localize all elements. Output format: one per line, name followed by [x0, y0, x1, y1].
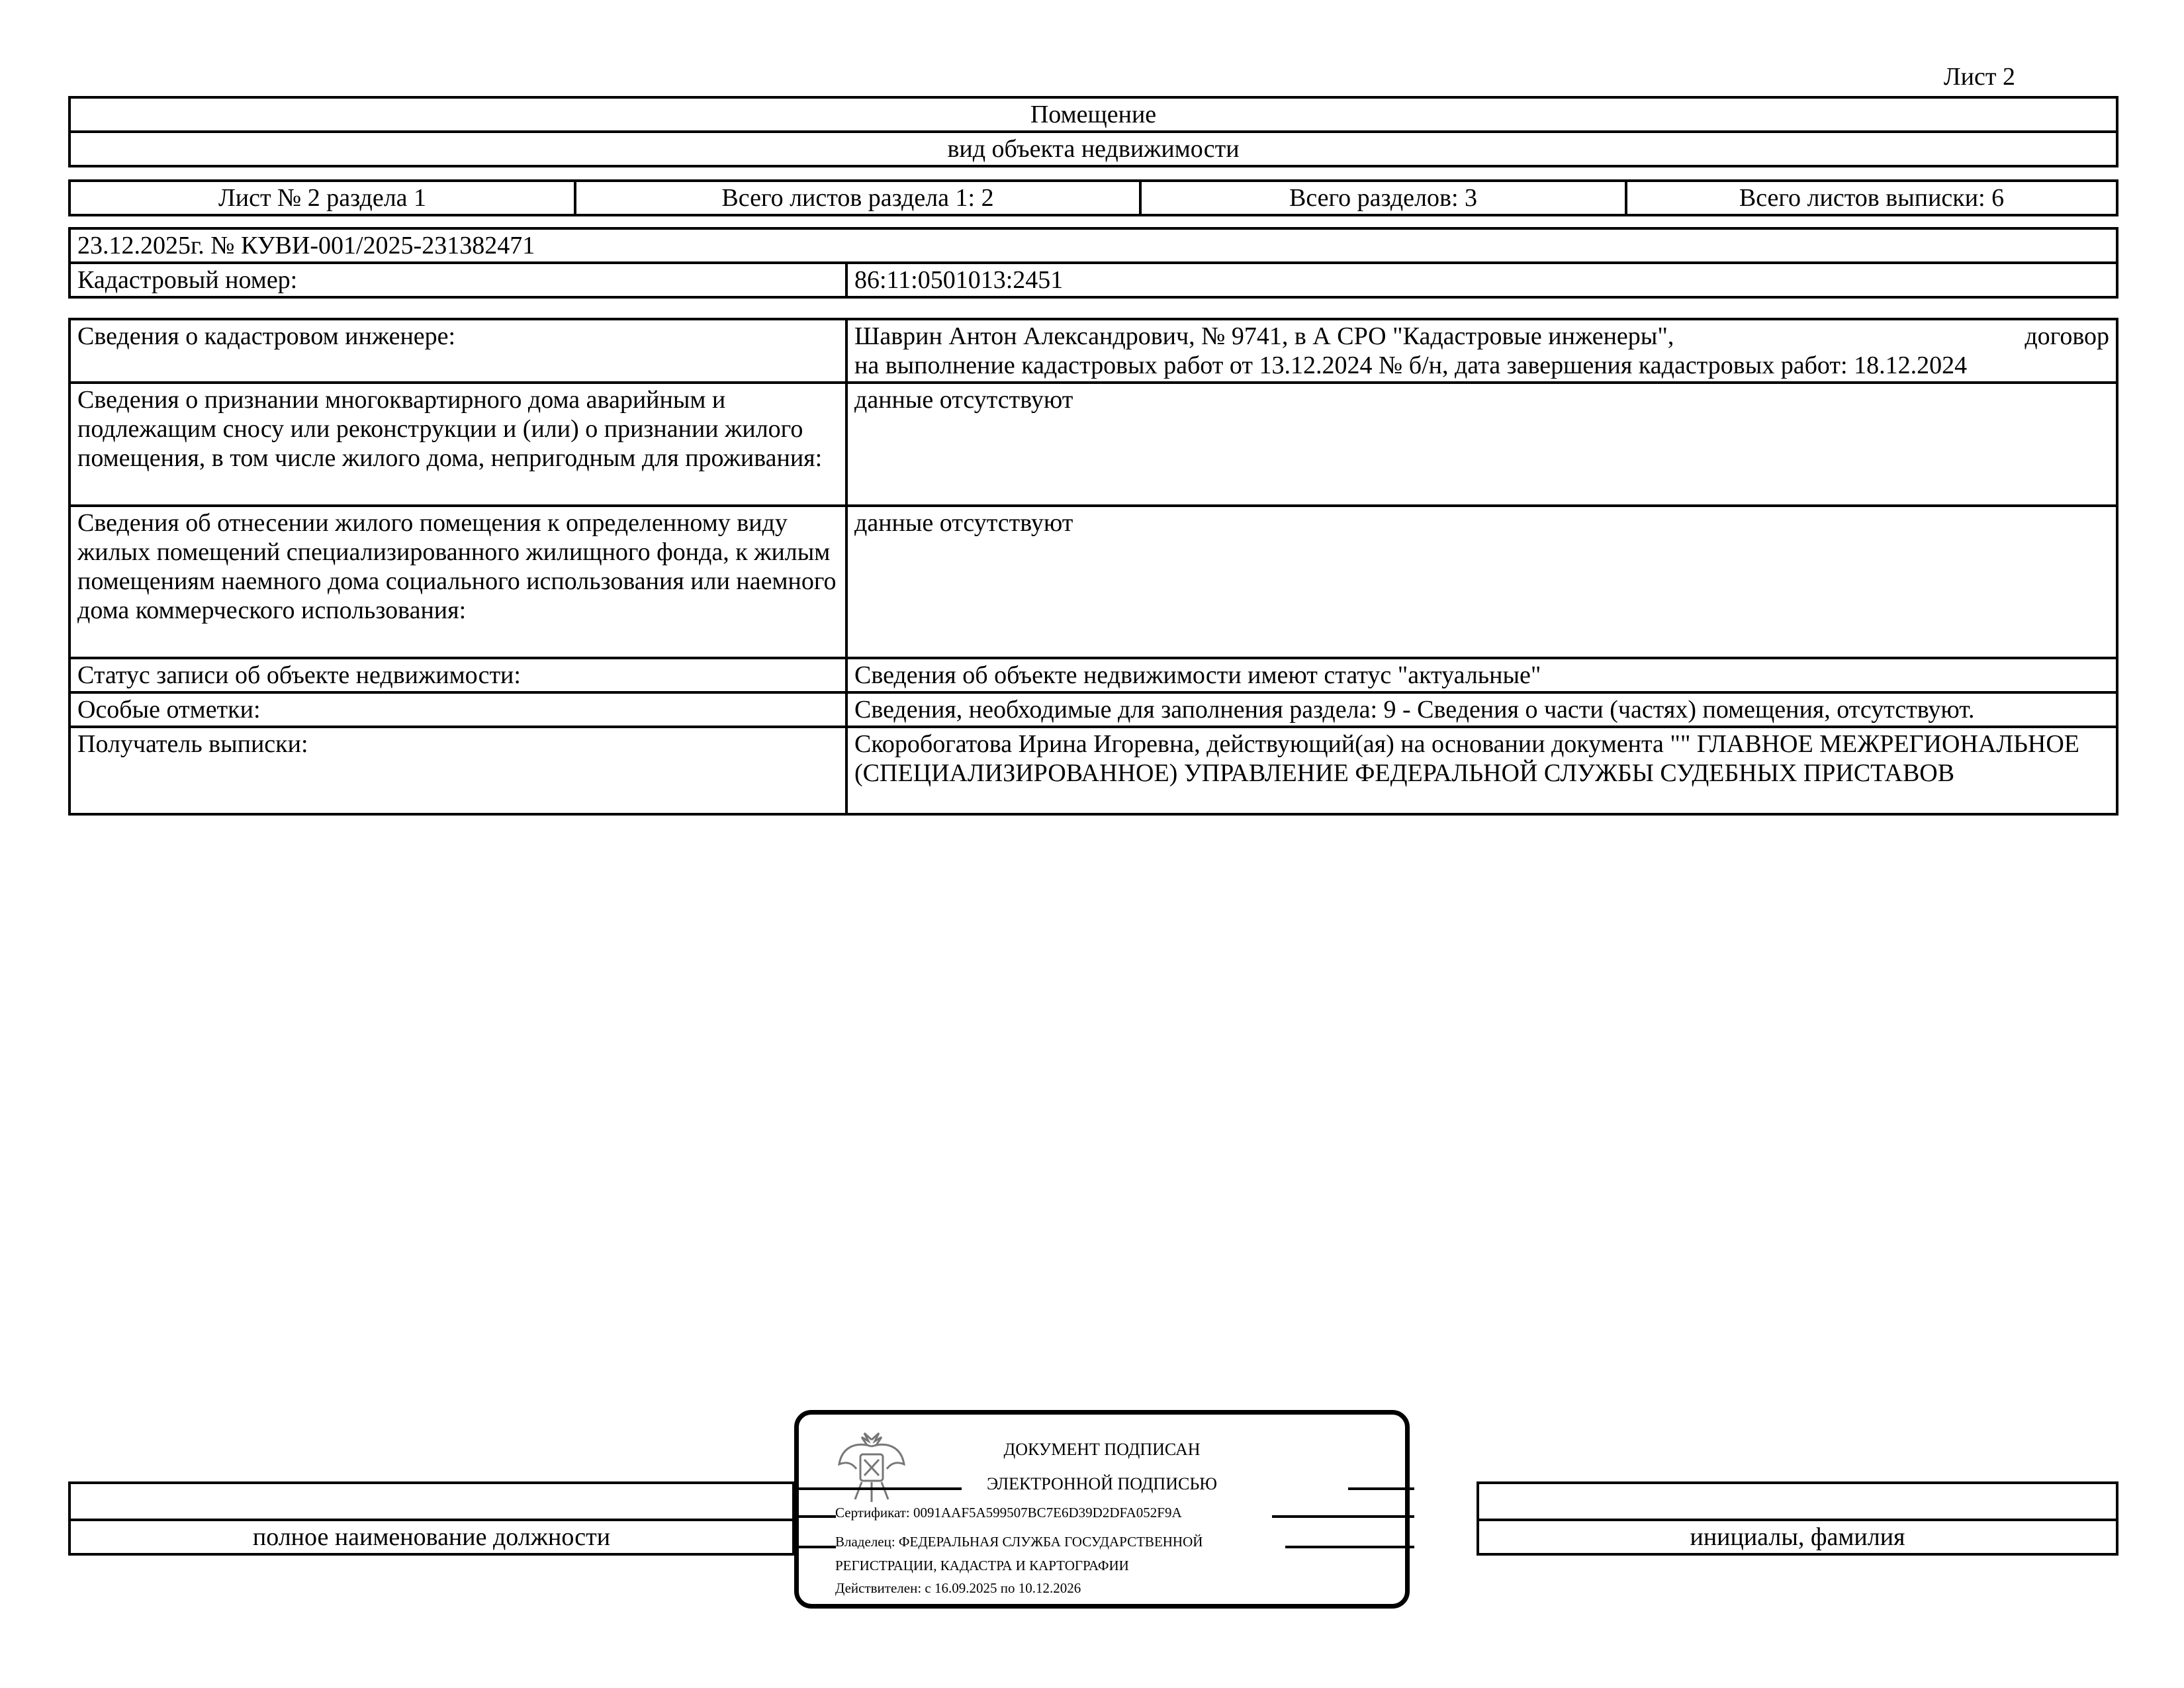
details-table — [68, 318, 2118, 816]
row-label: Особые отметки: — [69, 692, 846, 727]
row-label: Сведения о кадастровом инженере: — [69, 319, 846, 383]
table-row — [69, 383, 2117, 506]
table-row — [69, 692, 2117, 727]
table-row — [69, 658, 2117, 692]
row-value: Скоробогатова Ирина Игоревна, действующий(ая) на основании документа "" ГЛАВНОЕ МЕЖРЕГИОНАЛЬНОЕ (СПЕЦИАЛИЗИРОВАННОЕ) УПРАВЛЕНИЕ ФЕДЕРАЛЬНОЙ СЛУЖБЫ СУДЕБНЫХ ПРИСТАВОВ — [846, 727, 2117, 814]
sheet-of-section: Лист № 2 раздела 1 — [69, 181, 575, 215]
identification-table — [68, 227, 2118, 299]
stamp-title-line2: ЭЛЕКТРОННОЙ ПОДПИСЬЮ — [987, 1474, 1217, 1493]
stamp-title-line1: ДОКУМЕНТ ПОДПИСАН — [1003, 1440, 1201, 1459]
engineer-contract: на выполнение кадастровых работ от 13.12.2024 № б/н, дата завершения кадастровых работ: 18.12.2024 — [854, 352, 1968, 379]
total-sheets-section: Всего листов раздела 1: 2 — [575, 181, 1140, 215]
row-label: Сведения о признании многоквартирного дома аварийным и подлежащим сносу или реконструкции и (или) о признании жилого помещения, в том числе жилого дома, непригодным для проживания: — [69, 383, 846, 506]
row-value: данные отсутствуют — [846, 383, 2117, 506]
divider — [796, 1487, 962, 1490]
divider — [1285, 1546, 1414, 1548]
table-row — [69, 319, 2117, 383]
row-value: данные отсутствуют — [846, 506, 2117, 658]
sheet-number: Лист 2 — [1943, 63, 2015, 91]
row-label: Сведения об отнесении жилого помещения к определенному виду жилых помещений специализированного жилищного фонда, к жилым помещениям наемного дома социального использования или наемного дома коммерческого использования: — [69, 506, 846, 658]
stamp-validity: Действителен: с 16.09.2025 по 10.12.2026 — [835, 1580, 1081, 1596]
stamp-owner-line2: РЕГИСТРАЦИИ, КАДАСТРА И КАРТОГРАФИИ — [835, 1558, 1129, 1573]
total-sheets-extract: Всего листов выписки: 6 — [1626, 181, 2117, 215]
object-name: Помещение — [69, 97, 2117, 132]
divider — [1272, 1515, 1414, 1518]
divider — [796, 1546, 836, 1548]
position-caption: полное наименование должности — [69, 1520, 794, 1554]
table-row — [69, 506, 2117, 658]
total-sections: Всего разделов: 3 — [1140, 181, 1626, 215]
object-type-table — [68, 96, 2118, 167]
sheet-info-table — [68, 179, 2118, 216]
object-kind-caption: вид объекта недвижимости — [69, 132, 2117, 166]
name-caption: инициалы, фамилия — [1478, 1520, 2117, 1554]
engineer-info: Шаврин Антон Александрович, № 9741, в А СРО "Кадастровые инженеры", — [854, 322, 1674, 350]
cadastral-number-label: Кадастровый номер: — [69, 263, 846, 297]
row-label: Статус записи об объекте недвижимости: — [69, 658, 846, 692]
stamp-owner-line1: Владелец: ФЕДЕРАЛЬНАЯ СЛУЖБА ГОСУДАРСТВЕННОЙ — [835, 1534, 1203, 1550]
row-value: Сведения, необходимые для заполнения раздела: 9 - Сведения о части (частях) помещения, отсутствуют. — [846, 692, 2117, 727]
cadastral-number-value: 86:11:0501013:2451 — [846, 263, 2117, 297]
divider — [796, 1515, 836, 1518]
divider — [1348, 1487, 1414, 1490]
row-label: Получатель выписки: — [69, 727, 846, 814]
row-value: Сведения об объекте недвижимости имеют статус "актуальные" — [846, 658, 2117, 692]
table-row — [69, 727, 2117, 814]
row-value — [846, 319, 2117, 383]
stamp-certificate: Сертификат: 0091AAF5A599507BC7E6D39D2DFA052F9A — [835, 1505, 1182, 1521]
engineer-info-tail: договор — [2025, 322, 2109, 350]
extract-date-number: 23.12.2025г. № КУВИ-001/2025-231382471 — [69, 228, 2117, 263]
electronic-signature-stamp — [794, 1410, 1410, 1609]
